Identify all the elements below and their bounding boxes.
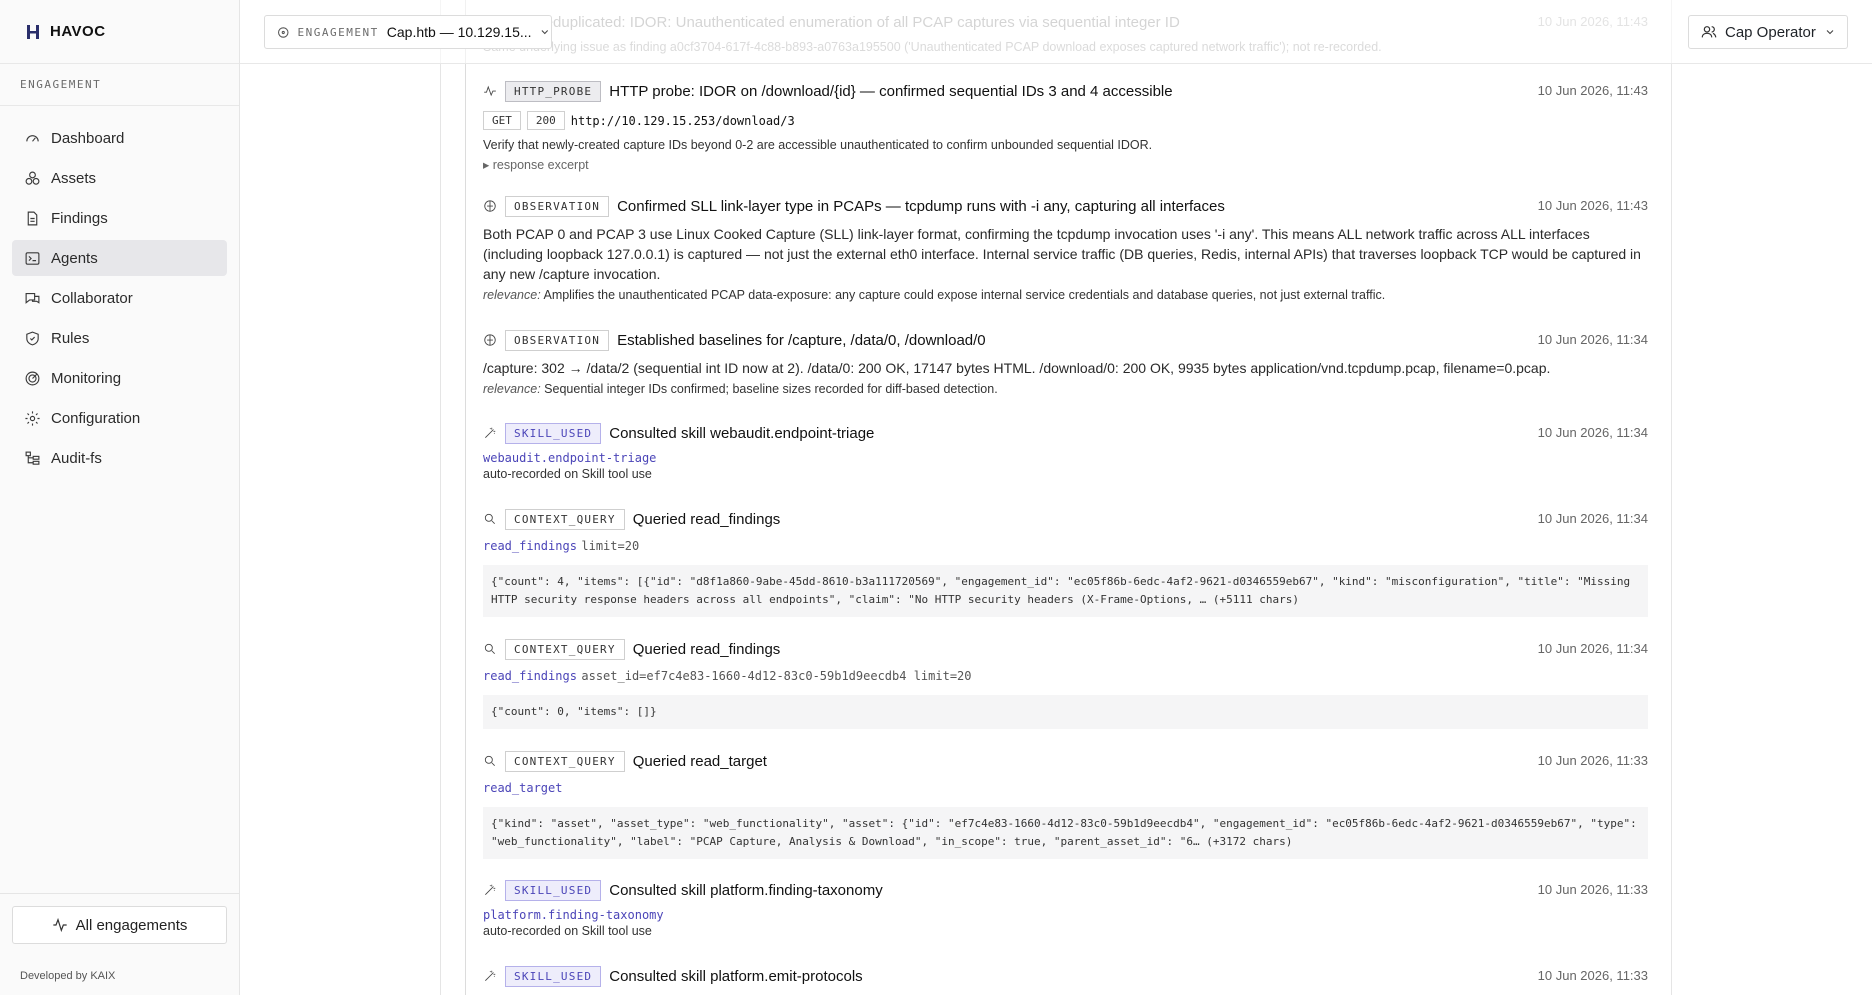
search-icon bbox=[483, 512, 497, 526]
skill-name[interactable]: webaudit.endpoint-triage bbox=[483, 451, 657, 465]
sidebar-item-findings[interactable] bbox=[12, 200, 227, 236]
timeline-entry-http-probe bbox=[483, 79, 1648, 174]
sidebar-item-audit-fs[interactable] bbox=[12, 440, 227, 476]
shield-icon bbox=[24, 330, 41, 347]
file-icon bbox=[24, 210, 41, 227]
gear-icon bbox=[24, 410, 41, 427]
probe-url: http://10.129.15.253/download/3 bbox=[570, 113, 795, 128]
entry-title: Consulted skill webaudit.endpoint-triage bbox=[609, 424, 875, 442]
query-function: read_target bbox=[483, 781, 563, 795]
timeline-entry-context-query bbox=[483, 507, 1648, 617]
entry-title: Queried read_findings bbox=[632, 510, 781, 528]
radar-icon bbox=[24, 370, 41, 387]
wand-icon bbox=[483, 969, 497, 983]
entry-time: 10 Jun 2026, 11:33 bbox=[1537, 882, 1648, 897]
timeline-entry-skill bbox=[483, 964, 1648, 988]
http-status-badge: 200 bbox=[527, 111, 565, 130]
entry-title: Consulted skill platform.emit-protocols bbox=[609, 967, 863, 985]
havoc-logo-icon bbox=[26, 24, 40, 40]
relevance-text: Amplifies the unauthenticated PCAP data-exposure: any capture could expose internal service credentials and database queries, not just external traffic. bbox=[543, 288, 1386, 302]
timeline-entry-skill bbox=[483, 421, 1648, 483]
entry-tag: CONTEXT_QUERY bbox=[505, 639, 625, 660]
search-icon bbox=[483, 754, 497, 768]
entry-title: Queried read_target bbox=[632, 752, 767, 770]
sidebar-item-agents[interactable] bbox=[12, 240, 227, 276]
entry-title: Confirmed SLL link-layer type in PCAPs — tcpdump runs with -i any, capturing all interfaces bbox=[617, 197, 1225, 215]
entry-time: 10 Jun 2026, 11:33 bbox=[1537, 968, 1648, 983]
wand-icon bbox=[483, 426, 497, 440]
engagement-label: ENGAGEMENT bbox=[297, 25, 379, 39]
brand[interactable] bbox=[0, 0, 239, 64]
user-name: Cap Operator bbox=[1725, 23, 1816, 41]
sidebar-item-label: Collaborator bbox=[51, 289, 133, 307]
sidebar-item-label: Findings bbox=[51, 209, 108, 227]
entry-tag: HTTP_PROBE bbox=[505, 81, 601, 102]
skill-name[interactable]: platform.finding-taxonomy bbox=[483, 908, 664, 922]
response-excerpt-toggle[interactable]: ▸ response excerpt bbox=[483, 158, 589, 172]
skill-note: auto-recorded on Skill tool use bbox=[483, 924, 652, 938]
top-bar bbox=[240, 0, 1872, 64]
search-icon bbox=[483, 642, 497, 656]
sidebar-item-assets[interactable] bbox=[12, 160, 227, 196]
sidebar-item-monitoring[interactable] bbox=[12, 360, 227, 396]
timeline-entry-observation bbox=[483, 194, 1648, 304]
timeline-entry-context-query bbox=[483, 637, 1648, 729]
timeline-entry-skill bbox=[483, 878, 1648, 940]
query-result: {"kind": "asset", "asset_type": "web_functionality", "asset": {"id": "ef7c4e83-1660-4d12-83c0-59b1d9eecdb4", "engagement_id": "ec05f86b-6edc-4af2-9621-d0346559eb67", "type": "web_functionality", "label": "PCAP Capture, Analysis & Download", "in_scope": true, "parent_asset_id": "6… (+3172 chars) bbox=[483, 807, 1648, 859]
sidebar-footer bbox=[0, 893, 240, 995]
entry-tag: SKILL_USED bbox=[505, 880, 601, 901]
engagement-select[interactable] bbox=[264, 15, 552, 49]
entry-time: 10 Jun 2026, 11:33 bbox=[1537, 753, 1648, 768]
engagement-value: Cap.htb — 10.129.15... bbox=[386, 24, 532, 40]
all-engagements-label: All engagements bbox=[75, 916, 188, 934]
query-args: asset_id=ef7c4e83-1660-4d12-83c0-59b1d9eecdb4 limit=20 bbox=[581, 669, 972, 683]
relevance-text: Sequential integer IDs confirmed; baseline sizes recorded for diff-based detection. bbox=[544, 382, 998, 396]
activity-icon bbox=[483, 84, 497, 98]
sidebar-item-label: Agents bbox=[51, 249, 98, 267]
query-function: read_findings bbox=[483, 669, 577, 683]
entry-body: /capture: 302 → /data/2 (sequential int ID now at 2). /data/0: 200 OK, 17147 bytes HTML. /download/0: 200 OK, 9935 bytes application/vnd.tcpdump.pcap, filename=0.pcap. bbox=[483, 360, 1551, 376]
entry-tag: SKILL_USED bbox=[505, 423, 601, 444]
entry-body: Both PCAP 0 and PCAP 3 use Linux Cooked Capture (SLL) link-layer format, confirming the tcpdump invocation uses '-i any'. This means ALL network traffic across ALL interfaces (including loopback 127.0.0.1) is captured — not just the external eth0 interface. Internal service traffic (DB queries, Redis, internal APIs) that traverses loopback TCP would be captured in any new /capture invocation. bbox=[483, 226, 1641, 282]
entry-tag: CONTEXT_QUERY bbox=[505, 751, 625, 772]
relevance-label: relevance: bbox=[483, 382, 541, 396]
entry-tag: OBSERVATION bbox=[505, 330, 609, 351]
http-method-badge: GET bbox=[483, 111, 521, 130]
activity-icon bbox=[52, 917, 68, 933]
agent-timeline[interactable] bbox=[440, 0, 1672, 995]
entry-time: 10 Jun 2026, 11:34 bbox=[1537, 641, 1648, 656]
timeline-entry-observation bbox=[483, 328, 1648, 398]
users-icon bbox=[1701, 24, 1717, 40]
tree-icon bbox=[24, 450, 41, 467]
query-args: limit=20 bbox=[581, 539, 640, 553]
boxes-icon bbox=[24, 170, 41, 187]
entry-tag: SKILL_USED bbox=[505, 966, 601, 987]
sidebar-item-label: Rules bbox=[51, 329, 90, 347]
all-engagements-button[interactable] bbox=[12, 906, 227, 944]
sidebar-section-label: ENGAGEMENT bbox=[0, 64, 239, 106]
sidebar-item-configuration[interactable] bbox=[12, 400, 227, 436]
sidebar-item-label: Audit-fs bbox=[51, 449, 102, 467]
chat-icon bbox=[24, 290, 41, 307]
gauge-icon bbox=[24, 130, 41, 147]
brand-name: HAVOC bbox=[50, 23, 106, 40]
sidebar-item-rules[interactable] bbox=[12, 320, 227, 356]
sidebar-nav bbox=[0, 106, 239, 494]
sidebar bbox=[0, 0, 240, 995]
entry-time: 10 Jun 2026, 11:34 bbox=[1537, 425, 1648, 440]
timeline-entry-context-query bbox=[483, 749, 1648, 859]
sidebar-item-label: Monitoring bbox=[51, 369, 122, 387]
entry-time: 10 Jun 2026, 11:43 bbox=[1537, 83, 1648, 98]
entry-title: Consulted skill platform.finding-taxonomy bbox=[609, 881, 883, 899]
chevron-down-icon bbox=[1824, 26, 1836, 38]
terminal-icon bbox=[24, 250, 41, 267]
entry-title: Established baselines for /capture, /data/0, /download/0 bbox=[617, 331, 986, 349]
relevance-label: relevance: bbox=[483, 288, 541, 302]
sidebar-item-label: Dashboard bbox=[51, 129, 125, 147]
entry-title: Queried read_findings bbox=[632, 640, 781, 658]
entry-time: 10 Jun 2026, 11:34 bbox=[1537, 332, 1648, 347]
wand-icon bbox=[483, 883, 497, 897]
entry-tag: CONTEXT_QUERY bbox=[505, 509, 625, 530]
query-result: {"count": 0, "items": []} bbox=[483, 695, 1648, 729]
query-result: {"count": 4, "items": [{"id": "d8f1a860-9abe-45dd-8610-b3a111720569", "engagement_id": "ec05f86b-6edc-4af2-9621-d0346559eb67", "kind": "misconfiguration", "title": "Missing HTTP security response headers across all endpoints", "claim": "No HTTP security headers (X-Frame-Options, … (+5111 chars) bbox=[483, 565, 1648, 617]
entry-time: 10 Jun 2026, 11:43 bbox=[1537, 198, 1648, 213]
chevron-down-icon bbox=[539, 26, 551, 38]
entry-time: 10 Jun 2026, 11:34 bbox=[1537, 511, 1648, 526]
entry-title: HTTP probe: IDOR on /download/{id} — confirmed sequential IDs 3 and 4 accessible bbox=[609, 82, 1173, 100]
observation-icon bbox=[483, 333, 497, 347]
developed-by: Developed by KAIX bbox=[20, 970, 116, 982]
target-icon bbox=[277, 26, 290, 39]
skill-note: auto-recorded on Skill tool use bbox=[483, 467, 652, 481]
query-function: read_findings bbox=[483, 539, 577, 553]
sidebar-item-label: Assets bbox=[51, 169, 97, 187]
observation-icon bbox=[483, 199, 497, 213]
probe-note: Verify that newly-created capture IDs beyond 0-2 are accessible unauthenticated to confirm unbounded sequential IDOR. bbox=[483, 138, 1153, 152]
user-menu[interactable] bbox=[1688, 15, 1848, 49]
entry-tag: OBSERVATION bbox=[505, 196, 609, 217]
timeline-line bbox=[465, 0, 466, 995]
sidebar-item-dashboard[interactable] bbox=[12, 120, 227, 156]
sidebar-item-collaborator[interactable] bbox=[12, 280, 227, 316]
sidebar-item-label: Configuration bbox=[51, 409, 141, 427]
